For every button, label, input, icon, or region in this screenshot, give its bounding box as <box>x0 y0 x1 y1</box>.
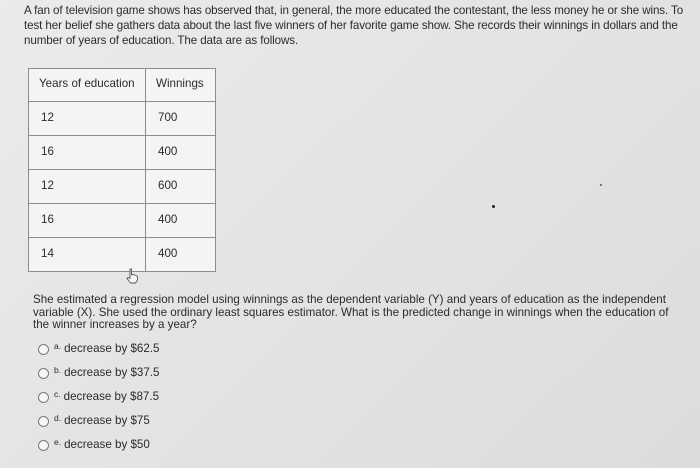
screen-speck <box>600 184 602 186</box>
table-row <box>29 238 216 272</box>
cell-winnings: 600 <box>146 170 216 204</box>
screen-speck <box>492 205 495 208</box>
cell-years: 14 <box>29 238 146 272</box>
option-label[interactable]: decrease by $50 <box>64 438 150 451</box>
option-label[interactable]: decrease by $87.5 <box>63 390 160 403</box>
cell-years: 12 <box>29 102 146 136</box>
radio-button-icon[interactable] <box>38 440 49 451</box>
table-row <box>29 136 216 170</box>
header-winnings: Winnings <box>146 69 216 102</box>
radio-button-icon[interactable] <box>38 344 49 355</box>
table-header-row <box>29 69 216 102</box>
option-letter: b. <box>54 365 62 375</box>
table-row <box>29 102 216 136</box>
answer-options <box>38 342 160 462</box>
radio-button-icon[interactable] <box>38 368 49 379</box>
option-label[interactable]: decrease by $62.5 <box>64 342 160 355</box>
option-label[interactable]: decrease by $37.5 <box>64 366 160 379</box>
option-letter: d. <box>54 413 62 423</box>
radio-button-icon[interactable] <box>38 416 49 427</box>
cell-winnings: 400 <box>146 238 216 272</box>
cell-years: 12 <box>29 170 146 204</box>
problem-intro: A fan of television game shows has observed that, in general, the more educated the contestant, the less money he or she wins. To test her belief she gathers data about the last five winners of her favorite game show. She records their winnings in dollars and the number of years of education. The data are as follows. <box>24 4 684 47</box>
header-years-of-education: Years of education <box>29 69 146 102</box>
option-b[interactable] <box>38 366 160 390</box>
option-c[interactable] <box>38 390 160 414</box>
option-d[interactable] <box>38 414 160 438</box>
data-table <box>28 68 216 272</box>
option-label[interactable]: decrease by $75 <box>64 414 150 427</box>
option-a[interactable] <box>38 342 160 366</box>
option-e[interactable] <box>38 438 160 462</box>
question-text: She estimated a regression model using winnings as the dependent variable (Y) and years of education as the independent variable (X). She used the ordinary least squares estimator. What is the predicted change in winnings when the education of the winner increases by a year? <box>33 293 669 331</box>
cell-years: 16 <box>29 204 146 238</box>
cell-years: 16 <box>29 136 146 170</box>
cell-winnings: 700 <box>146 102 216 136</box>
cell-winnings: 400 <box>146 136 216 170</box>
table-row <box>29 204 216 238</box>
option-letter: a. <box>54 341 62 351</box>
table-row <box>29 170 216 204</box>
option-letter: e. <box>54 437 62 447</box>
radio-button-icon[interactable] <box>38 392 49 403</box>
hand-pointer-icon <box>125 268 139 284</box>
cell-winnings: 400 <box>146 204 216 238</box>
option-letter: c. <box>54 389 61 399</box>
